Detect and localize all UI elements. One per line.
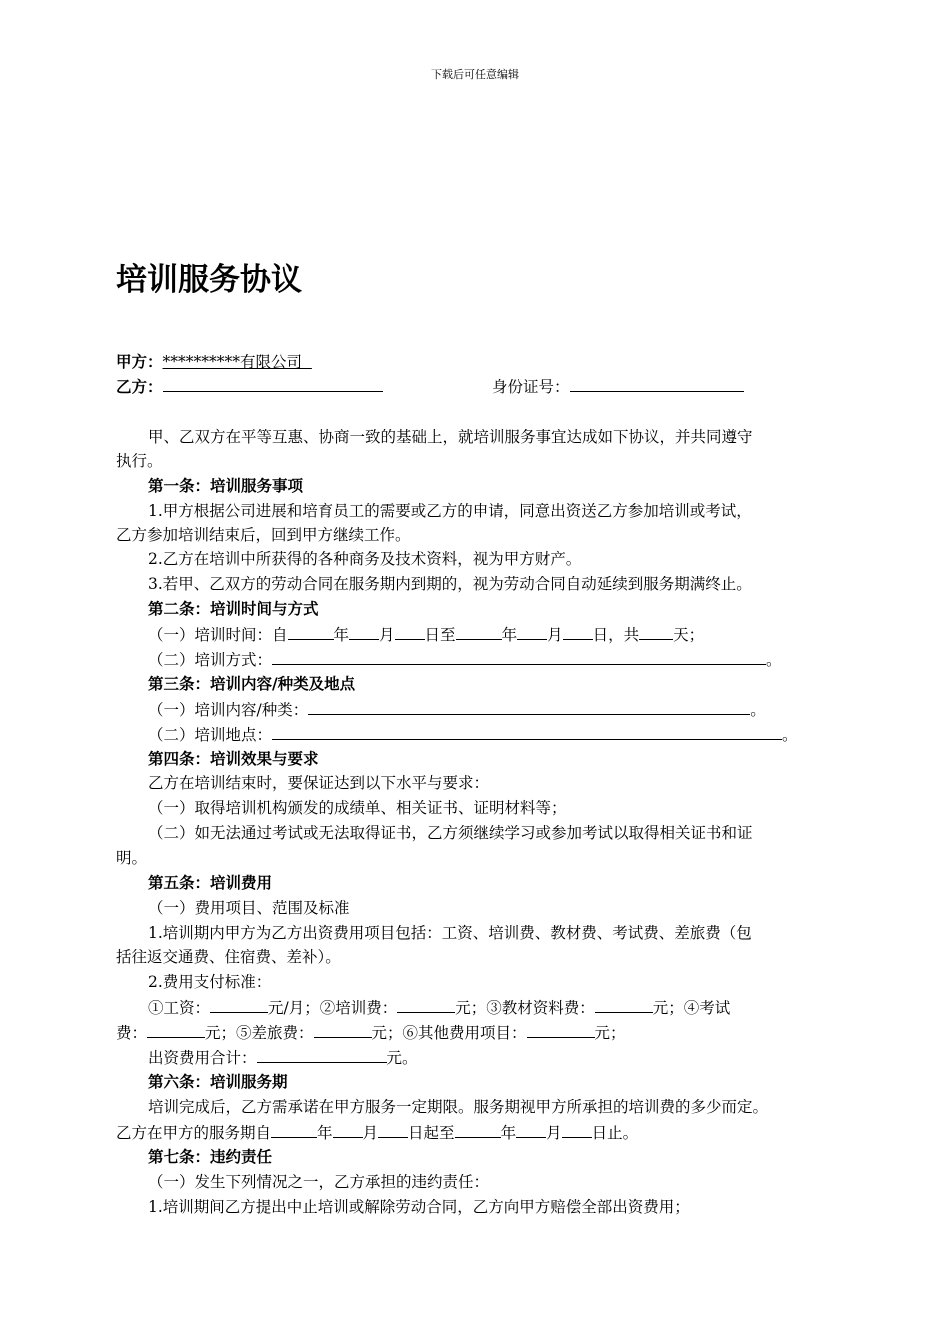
year-label: 年 [333,626,350,644]
id-number-line [492,376,744,397]
training-time-label: （一）培训时间：自 [148,626,288,644]
total-days-field[interactable] [639,624,673,640]
period: 。 [750,701,766,719]
article-7-heading: 第七条：违约责任 [148,1147,273,1166]
period: 。 [766,651,782,669]
article-6-heading: 第六条：培训服务期 [148,1072,288,1091]
party-b-name-field[interactable] [163,376,383,392]
other-fee-label: 元；⑥其他费用项目： [371,1024,527,1042]
article-4-p2-line-1: （二）如无法通过考试或无法取得证书，乙方须继续学习或参加考试以取得相关证书和证 [148,824,753,842]
end-day-field[interactable] [563,624,593,640]
training-place-label: （二）培训地点： [148,726,273,744]
training-fee-field[interactable] [397,997,455,1013]
end-year-field[interactable] [456,624,502,640]
year-label: 年 [501,626,518,644]
article-4-p0: 乙方在培训结束时，要保证达到以下水平与要求： [148,774,490,792]
other-fee-field[interactable] [527,1022,595,1038]
service-end-month-field[interactable] [516,1122,546,1138]
article-5-p2: 2.费用支付标准： [148,973,272,991]
page-header: 下载后可任意编辑 [431,68,519,81]
service-period-label: 乙方在甲方的服务期自 [116,1124,272,1142]
id-number-field[interactable] [570,376,744,392]
yuan-label: 元； [594,1024,626,1042]
article-5-p1-line-1: 1.培训期内甲方为乙方出资费用项目包括：工资、培训费、教材费、考试费、差旅费（包 [148,924,752,942]
intro-line-1: 甲、乙双方在平等互惠、协商一致的基础上，就培训服务事宜达成如下协议，并共同遵守 [148,428,753,446]
article-5-heading: 第五条：培训费用 [148,873,273,892]
training-place-field[interactable] [272,724,782,740]
party-a-line [116,352,312,372]
day-to-label: 日至 [424,626,456,644]
start-day-field[interactable] [395,624,425,640]
fee-total-field[interactable] [257,1047,387,1063]
article-7-p1: 1.培训期间乙方提出中止培训或解除劳动合同，乙方向甲方赔偿全部出资费用； [148,1198,690,1216]
exam-fee-label-cont: 费： [116,1024,148,1042]
fee-total-line [148,1047,418,1068]
party-a-value: **********有限公司 [162,353,303,371]
fee-line-2 [116,1022,626,1043]
service-end-day-field[interactable] [562,1122,592,1138]
article-7-p0: （一）发生下列情况之一，乙方承担的违约责任： [148,1173,490,1191]
service-start-day-field[interactable] [378,1122,408,1138]
article-3-heading: 第三条：培训内容/种类及地点 [148,674,356,693]
exam-fee-label: 元；④考试 [652,999,731,1017]
from-label: 日起至 [408,1124,455,1142]
article-1-p2: 2.乙方在培训中所获得的各种商务及技术资料，视为甲方财产。 [148,550,582,568]
party-b-line [116,376,383,397]
materials-fee-field[interactable] [595,997,653,1013]
training-time-line [148,624,704,645]
day-total-label: 日，共 [592,626,640,644]
article-1-p3: 3.若甲、乙双方的劳动合同在服务期内到期的，视为劳动合同自动延续到服务期满终止。 [148,575,752,593]
fee-total-label: 出资费用合计： [148,1049,257,1067]
article-4-heading: 第四条：培训效果与要求 [148,749,319,768]
start-year-field[interactable] [288,624,334,640]
month-label: 月 [547,626,563,644]
article-1-p1-line-1: 1.甲方根据公司进展和培育员工的需要或乙方的申请，同意出资送乙方参加培训或考试， [148,502,752,520]
service-start-month-field[interactable] [333,1122,363,1138]
days-label: 天； [673,626,705,644]
id-number-label: 身份证号： [492,378,570,396]
materials-fee-label: 元；③教材资料费： [455,999,595,1017]
party-a-label: 甲方： [116,352,163,371]
month-label: 月 [546,1124,562,1142]
service-period-line [116,1122,638,1143]
fee-line-1 [148,997,730,1018]
training-content-label: （一）培训内容/种类： [148,701,309,719]
article-5-p1-line-2: 括往返交通费、住宿费、差补）。 [116,948,341,966]
party-b-label: 乙方： [116,377,163,396]
start-month-field[interactable] [349,624,379,640]
intro-line-2: 执行。 [116,452,163,470]
yuan-label: 元。 [386,1049,418,1067]
article-6-p1: 培训完成后，乙方需承诺在甲方服务一定期限。服务期视甲方所承担的培训费的多少而定。 [148,1098,769,1116]
training-place-line [148,724,798,745]
article-2-heading: 第二条：培训时间与方式 [148,599,319,618]
training-content-line [148,699,766,720]
month-label: 月 [379,626,395,644]
training-method-label: （二）培训方式： [148,651,273,669]
travel-fee-field[interactable] [314,1022,372,1038]
exam-fee-field[interactable] [147,1022,205,1038]
salary-field[interactable] [210,997,268,1013]
article-4-p1: （一）取得培训机构颁发的成绩单、相关证书、证明材料等； [148,799,567,817]
service-end-year-field[interactable] [455,1122,501,1138]
service-start-year-field[interactable] [271,1122,317,1138]
end-month-field[interactable] [517,624,547,640]
training-content-field[interactable] [308,699,750,715]
article-1-heading: 第一条：培训服务事项 [148,476,304,495]
document-title: 培训服务协议 [116,262,302,298]
travel-fee-label: 元；⑤差旅费： [205,1024,314,1042]
period: 。 [782,726,798,744]
month-label: 月 [362,1124,379,1142]
article-1-p1-line-2: 乙方参加培训结束后，回到甲方继续工作。 [116,526,411,544]
year-label: 年 [500,1124,517,1142]
salary-label: ①工资： [148,999,211,1017]
training-method-line [148,649,782,670]
article-5-p0: （一）费用项目、范围及标准 [148,899,350,917]
training-fee-label: 元/月；②培训费： [268,999,398,1017]
end-label: 日止。 [591,1124,639,1142]
year-label: 年 [317,1124,333,1142]
training-method-field[interactable] [272,649,766,665]
article-4-p2-line-2: 明。 [116,849,148,867]
